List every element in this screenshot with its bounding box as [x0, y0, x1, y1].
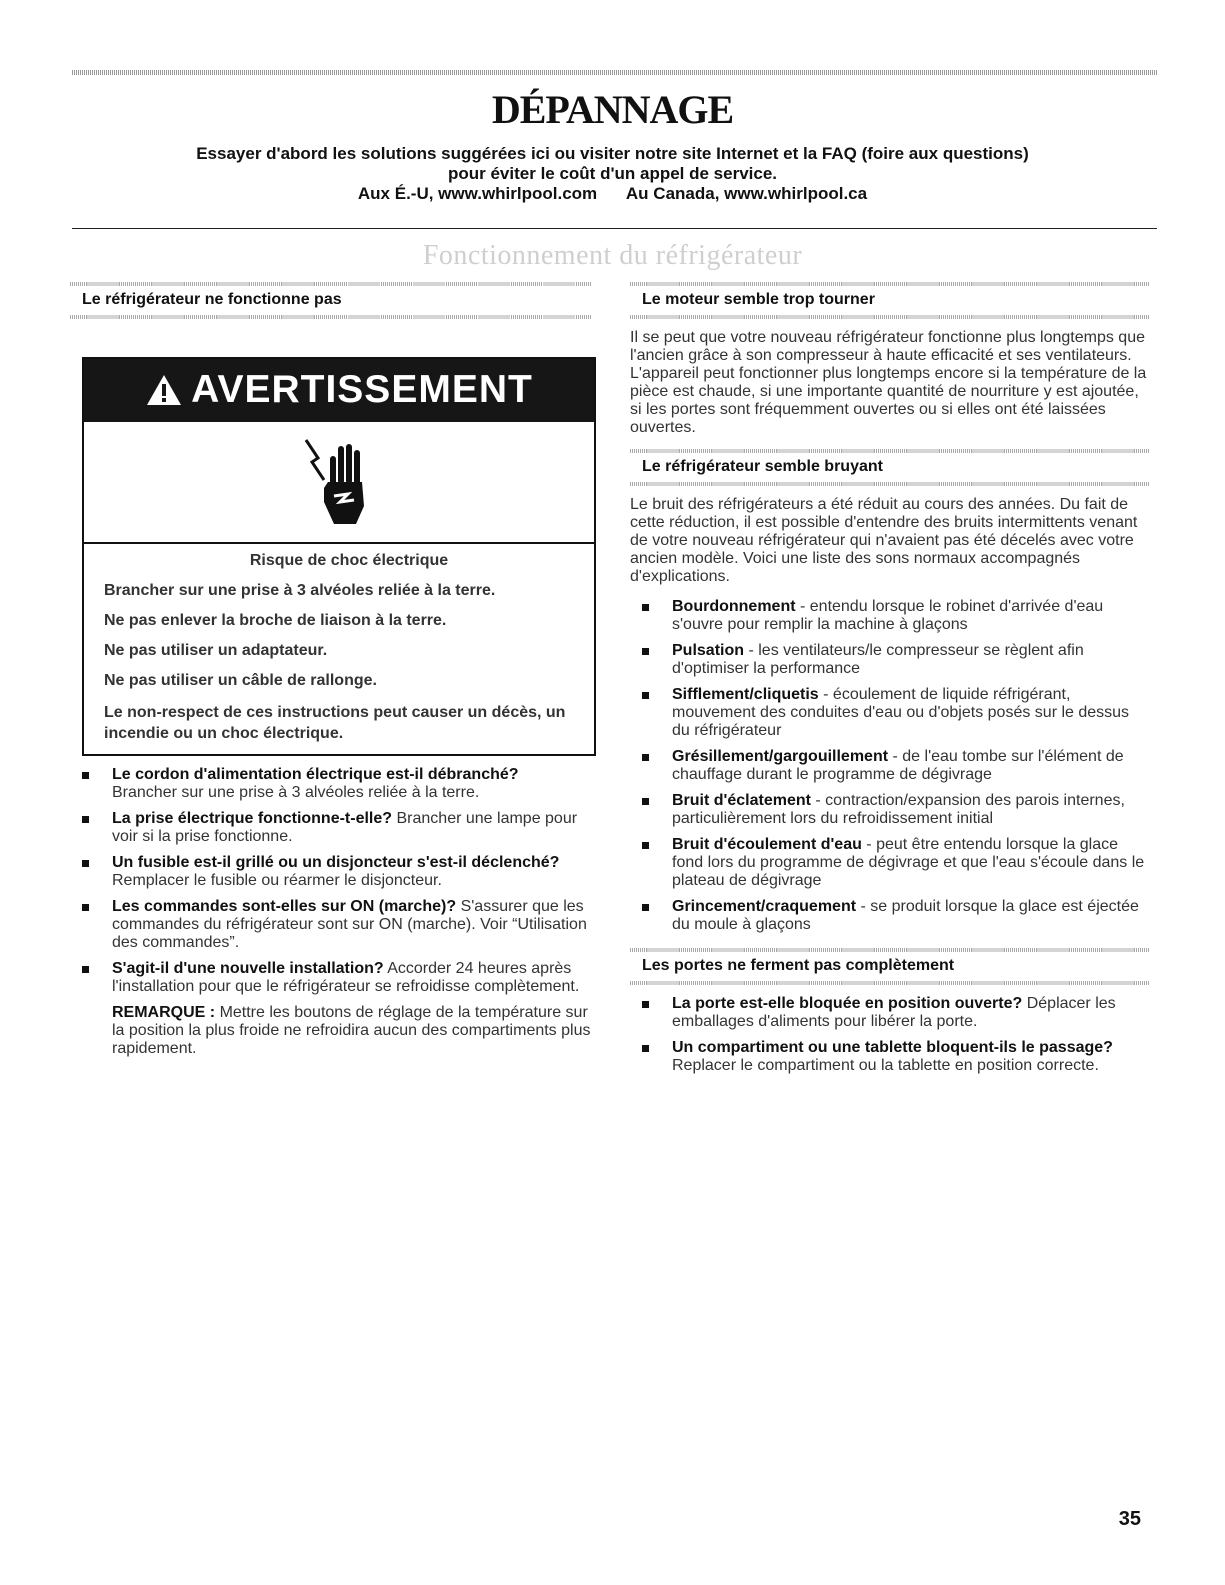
answer: Brancher une lampe pour voir si la prise fonctionne. — [112, 810, 578, 845]
answer: Accorder 24 heures après l'installation pour que le réfrigérateur se refroidisse complètement. — [112, 960, 580, 995]
list-item — [630, 642, 1150, 678]
intro — [100, 144, 1125, 204]
question: Un compartiment ou une tablette bloquent-ils le passage? — [672, 1039, 1113, 1056]
list-item — [70, 854, 595, 890]
note-label: REMARQUE : — [112, 1004, 216, 1021]
answer: Remplacer le fusible ou réarmer le disjoncteur. — [112, 872, 442, 889]
heading-motor: Le moteur semble trop tourner — [642, 291, 875, 308]
heading-not-working: Le réfrigérateur ne fonctionne pas — [82, 291, 342, 308]
term: Bruit d'éclatement — [672, 792, 811, 809]
list-item — [630, 898, 1150, 934]
answer: Déplacer les emballages d'aliments pour libérer la porte. — [672, 995, 1116, 1030]
explanation: - les ventilateurs/le compresseur se règlent afin d'optimiser la performance — [672, 642, 1084, 677]
heading-doors: Les portes ne ferment pas complètement — [642, 957, 955, 974]
list-item — [70, 810, 595, 846]
canada-link[interactable]: Au Canada, www.whirlpool.ca — [625, 184, 868, 203]
warning-line: Ne pas utiliser un adaptateur. — [104, 642, 328, 659]
explanation: - peut être entendu lorsque la glace fond lors du programme de dégivrage et que l'eau s'écoule dans le plateau de dégivrage — [672, 836, 1145, 889]
warning-triangle-icon — [145, 373, 183, 407]
section-title: Fonctionnement du réfrigérateur — [422, 240, 803, 271]
left-column — [70, 282, 595, 1058]
answer: Replacer le compartiment ou la tablette en position correcte. — [672, 1057, 1099, 1074]
question: La prise électrique fonctionne-t-elle? — [112, 810, 393, 827]
warning-consequence: Le non-respect de ces instructions peut causer un décès, un incendie ou un choc électrique. — [104, 704, 566, 742]
us-link[interactable]: Aux É.-U, www.whirlpool.com — [357, 184, 598, 203]
warning-box — [82, 357, 596, 756]
warning-icon-area — [84, 422, 594, 544]
list-item — [630, 598, 1150, 634]
warning-line: Ne pas enlever la broche de liaison à la terre. — [104, 612, 447, 629]
heading-noise: Le réfrigérateur semble bruyant — [642, 458, 883, 475]
doors-list — [630, 995, 1150, 1075]
list-item — [70, 898, 595, 952]
warning-text — [84, 544, 594, 754]
term: Grésillement/gargouillement — [672, 748, 889, 765]
term: Pulsation — [672, 642, 745, 659]
question: La porte est-elle bloquée en position ouverte? — [672, 995, 1023, 1012]
list-item — [630, 1039, 1150, 1075]
list-item — [630, 836, 1150, 890]
note-text: Mettre les boutons de réglage de la température sur la position la plus froide ne refroidira aucun des compartiments plus rapidement. — [112, 1004, 591, 1057]
explanation: - écoulement de liquide réfrigérant, mouvement des conduites d'eau ou d'objets posés sur le dessus du réfrigérateur — [672, 686, 1130, 739]
term: Sifflement/cliquetis — [672, 686, 819, 703]
warning-line: Ne pas utiliser un câble de rallonge. — [104, 672, 377, 689]
noise-list — [630, 598, 1150, 934]
answer: Brancher sur une prise à 3 alvéoles reliée à la terre. — [112, 784, 480, 801]
explanation: - contraction/expansion des parois internes, particulièrement lors du refroidissement initial — [672, 792, 1125, 827]
term: Bruit d'écoulement d'eau — [672, 836, 862, 853]
answer: S'assurer que les commandes du réfrigérateur sont sur ON (marche). Voir “Utilisation des commandes”. — [112, 898, 587, 951]
page-number: 35 — [1118, 1508, 1141, 1530]
warning-banner — [84, 359, 594, 422]
list-item — [630, 792, 1150, 828]
intro-line-1: Essayer d'abord les solutions suggérées ici ou visiter notre site Internet et la FAQ (foire aux questions) — [196, 144, 1029, 163]
right-column — [630, 282, 1150, 1083]
explanation: - se produit lorsque la glace est éjectée du moule à glaçons — [672, 898, 1139, 933]
noise-paragraph: Le bruit des réfrigérateurs a été réduit au cours des années. Du fait de cette réduction, il est possible d'entendre des bruits intermittents venant de votre nouveau réfrigérateur qui n'avaient pas été décelés avec votre ancien modèle. Voici une liste des sons normaux accompagnés d'explications. — [630, 496, 1138, 585]
question: Le cordon d'alimentation électrique est-il débranché? — [112, 766, 519, 783]
intro-links — [100, 184, 1125, 204]
explanation: - entendu lorsque le robinet d'arrivée d'eau s'ouvre pour remplir la machine à glaçons — [672, 598, 1104, 633]
top-dotted-rule — [72, 70, 1157, 75]
list-item — [630, 995, 1150, 1031]
not-working-list — [70, 766, 595, 996]
warning-risk: Risque de choc électrique — [249, 552, 449, 569]
list-item — [70, 960, 595, 996]
question: Les commandes sont-elles sur ON (marche)? — [112, 898, 457, 915]
question: Un fusible est-il grillé ou un disjoncteur s'est-il déclenché? — [112, 854, 560, 871]
warning-line: Brancher sur une prise à 3 alvéoles reliée à la terre. — [104, 582, 496, 599]
list-item — [630, 748, 1150, 784]
intro-line-2: pour éviter le coût d'un appel de service. — [447, 164, 778, 183]
electrical-shock-hand-icon — [304, 436, 374, 528]
term: Bourdonnement — [672, 598, 796, 615]
motor-paragraph: Il se peut que votre nouveau réfrigérateur fonctionne plus longtemps que l'ancien grâce à son compresseur à haute efficacité et ses ventilateurs. L'appareil peut fonctionner plus longtemps encore si la température de la pièce est chaude, si une importante quantité de nourriture y est ajoutée, si les portes sont fréquemment ouvertes ou si elles ont été laissées ouvertes. — [630, 329, 1147, 436]
note — [112, 1004, 595, 1058]
list-item — [630, 686, 1150, 740]
page-title: DÉPANNAGE — [491, 87, 734, 132]
term: Grincement/craquement — [672, 898, 857, 915]
question: S'agit-il d'une nouvelle installation? — [112, 960, 384, 977]
explanation: - de l'eau tombe sur l'élément de chauffage durant le programme de dégivrage — [672, 748, 1124, 783]
section-rule — [72, 228, 1157, 229]
warning-banner-label: AVERTISSEMENT — [191, 368, 533, 411]
list-item — [70, 766, 595, 802]
